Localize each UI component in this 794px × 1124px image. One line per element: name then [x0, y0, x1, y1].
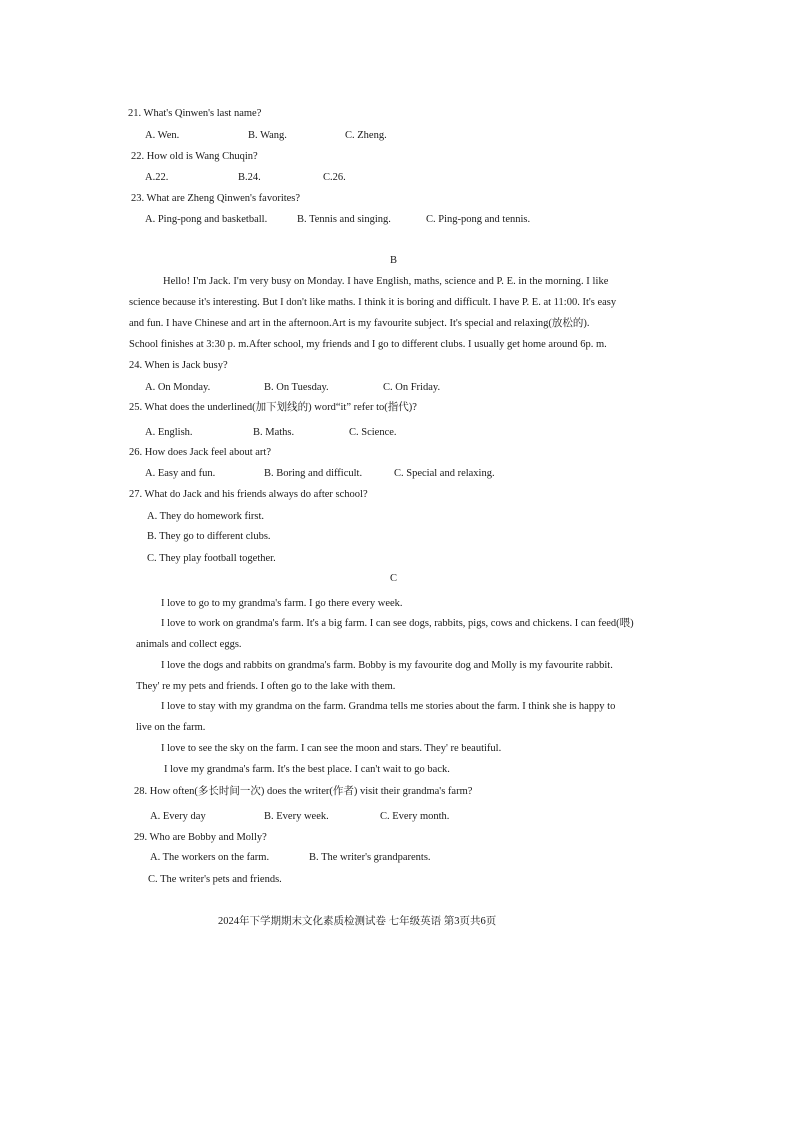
section-b-heading: B [390, 255, 398, 266]
passage-c-line-1: I love to go to my grandma's farm. I go there every week. [161, 598, 403, 609]
question-25-option-c: C. Science. [349, 427, 397, 438]
passage-c-line-5: They' re my pets and friends. I often go to the lake with them. [136, 681, 396, 692]
passage-c-line-8: I love to see the sky on the farm. I can see the moon and stars. They' re beautiful. [161, 743, 502, 754]
question-24-option-b: B. On Tuesday. [264, 382, 329, 393]
passage-b-line-3: and fun. I have Chinese and art in the afternoon.Art is my favourite subject. It's special and relaxing(放松的). [129, 318, 590, 329]
question-26-option-c: C. Special and relaxing. [394, 468, 495, 479]
question-26-stem: 26. How does Jack feel about art? [129, 447, 271, 458]
question-28-option-a: A. Every day [150, 811, 206, 822]
passage-c-line-9: I love my grandma's farm. It's the best place. I can't wait to go back. [164, 764, 450, 775]
question-25-option-a: A. English. [145, 427, 193, 438]
page-footer: 2024年下学期期末文化素质检测试卷 七年级英语 第3页共6页 [218, 916, 497, 927]
question-23-stem: 23. What are Zheng Qinwen's favorites? [131, 193, 301, 204]
question-28-stem: 28. How often(多长时间一次) does the writer(作者) visit their grandma's farm? [134, 786, 473, 797]
passage-b-line-1: Hello! I'm Jack. I'm very busy on Monday. I have English, maths, science and P. E. in the morning. I like [163, 276, 609, 287]
question-22-option-b: B.24. [238, 172, 261, 183]
question-26-option-a: A. Easy and fun. [145, 468, 216, 479]
question-27-stem: 27. What do Jack and his friends always do after school? [129, 489, 368, 500]
question-21-option-a: A. Wen. [145, 130, 180, 141]
question-29-option-b: B. The writer's grandparents. [309, 852, 431, 863]
question-27-option-c: C. They play football together. [147, 553, 276, 564]
question-24-stem: 24. When is Jack busy? [129, 360, 228, 371]
question-25-stem: 25. What does the underlined(加下划线的) word“it” refer to(指代)? [129, 402, 417, 413]
question-22-option-c: C.26. [323, 172, 346, 183]
passage-b-line-4: School finishes at 3:30 p. m.After school, my friends and I go to different clubs. I usually get home around 6p. m. [129, 339, 607, 350]
question-24-option-a: A. On Monday. [145, 382, 211, 393]
passage-c-line-2: I love to work on grandma's farm. It's a big farm. I can see dogs, rabbits, pigs, cows and chickens. I can feed(喂) [161, 618, 634, 629]
question-23-option-c: C. Ping-pong and tennis. [426, 214, 531, 225]
question-28-option-b: B. Every week. [264, 811, 329, 822]
question-23-option-a: A. Ping-pong and basketball. [145, 214, 268, 225]
question-22-stem: 22. How old is Wang Chuqin? [131, 151, 258, 162]
passage-c-line-3: animals and collect eggs. [136, 639, 242, 650]
question-21-stem: 21. What's Qinwen's last name? [128, 108, 262, 119]
question-29-option-a: A. The workers on the farm. [150, 852, 270, 863]
section-c-heading: C [390, 573, 398, 584]
passage-c-line-6: I love to stay with my grandma on the farm. Grandma tells me stories about the farm. I think she is happy to [161, 701, 616, 712]
question-29-stem: 29. Who are Bobby and Molly? [134, 832, 267, 843]
question-25-option-b: B. Maths. [253, 427, 295, 438]
question-26-option-b: B. Boring and difficult. [264, 468, 363, 479]
question-27-option-b: B. They go to different clubs. [147, 531, 271, 542]
question-24-option-c: C. On Friday. [383, 382, 441, 393]
passage-c-line-4: I love the dogs and rabbits on grandma's farm. Bobby is my favourite dog and Molly is my favourite rabbit. [161, 660, 613, 671]
passage-c-line-7: live on the farm. [136, 722, 206, 733]
question-29-option-c: C. The writer's pets and friends. [148, 874, 282, 885]
passage-b-line-2: science because it's interesting. But I don't like maths. I think it is boring and difficult. I have P. E. at 11:00. It's easy [129, 297, 617, 308]
question-22-option-a: A.22. [145, 172, 169, 183]
question-27-option-a: A. They do homework first. [147, 511, 265, 522]
question-21-option-c: C. Zheng. [345, 130, 387, 141]
question-28-option-c: C. Every month. [380, 811, 450, 822]
question-21-option-b: B. Wang. [248, 130, 287, 141]
question-23-option-b: B. Tennis and singing. [297, 214, 391, 225]
